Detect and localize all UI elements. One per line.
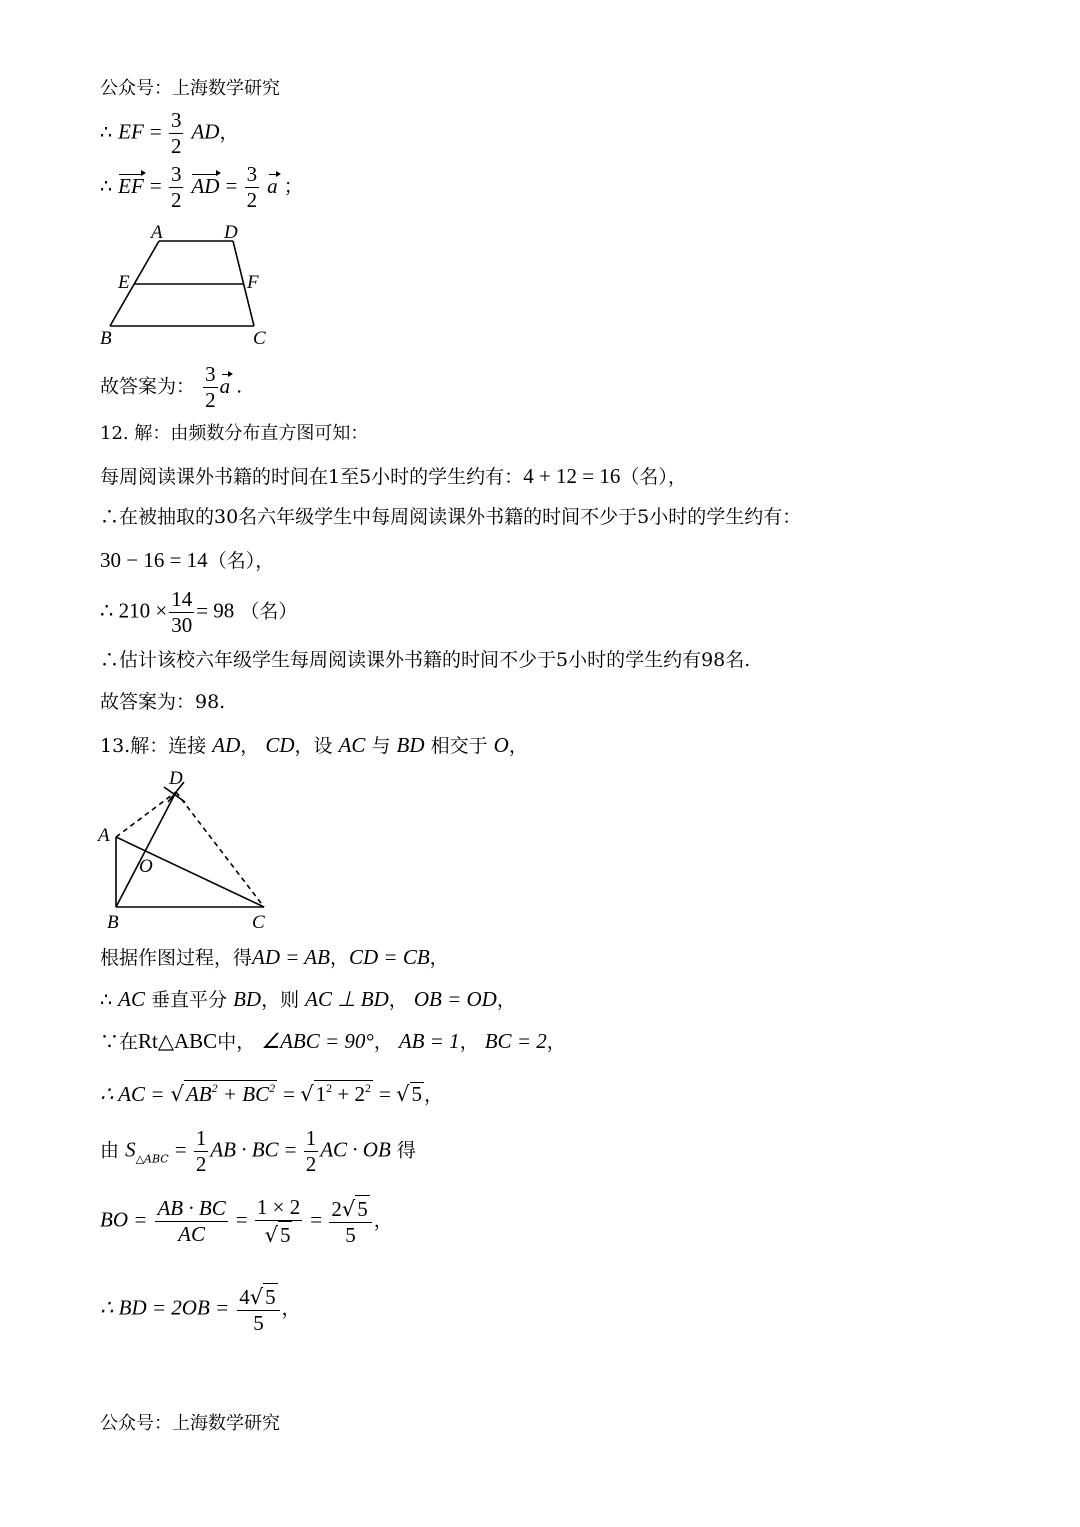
q12-answer: 故答案为：98. xyxy=(100,691,226,713)
label-a: A xyxy=(151,222,163,243)
ad-label: AD xyxy=(191,119,220,144)
q13-step2: ∴ AC 垂直平分 BD，则 AC ⊥ BD， OB = OD， xyxy=(100,987,516,1011)
label-c: C xyxy=(252,912,265,933)
vector-ef: EF xyxy=(118,173,144,198)
trapezoid-figure xyxy=(96,220,286,350)
header-watermark: 公众号：上海数学研究 xyxy=(100,78,280,99)
q13-step5: 由 $S_{\triangle ABC}$ = $\frac{1}{2}$ AB · BC = $\frac{1}{2}$ AC · OB 得 xyxy=(100,1126,416,1176)
label-b: B xyxy=(100,328,112,349)
fraction-three-halves: $\frac{3}{2}$ xyxy=(170,108,182,158)
ef-label: EF xyxy=(118,119,144,144)
label-c: C xyxy=(253,328,266,349)
q12-line4: ∴ 210 × $\frac{14}{30}$ = 98 （名） xyxy=(100,587,298,637)
footer-watermark: 公众号：上海数学研究 xyxy=(100,1413,280,1434)
q13-step4: ∴ AC = $√AB^2 + BC^2 = √1^2 + 2^2 = √5$ ， xyxy=(100,1081,444,1106)
q12-line3: 30 − 16 = 14（名）， xyxy=(100,548,275,572)
vector-ad: AD xyxy=(191,173,220,198)
label-o: O xyxy=(139,856,153,877)
label-a: A xyxy=(98,825,110,846)
q12-line5: ∴估计该校六年级学生每周阅读课外书籍的时间不少于5小时的学生约有98名. xyxy=(100,649,751,671)
q13-step3: ∵在Rt△ABC中， ∠ABC = 90°， AB = 1， BC = 2， xyxy=(100,1029,566,1053)
therefore-symbol: ∴ xyxy=(100,121,113,144)
vector-a: a xyxy=(267,173,278,198)
label-f: F xyxy=(247,272,259,293)
q11-ef-equation: ∴ EF = $\frac{3}{2}$ AD， xyxy=(100,108,239,158)
q12-line2: ∴在被抽取的30名六年级学生中每周阅读课外书籍的时间不少于5小时的学生约有： xyxy=(100,506,802,528)
q12-line1: 每周阅读课外书籍的时间在1至5小时的学生约有：4 + 12 = 16（名）， xyxy=(100,464,687,488)
triangle-construction-figure xyxy=(94,764,284,936)
q13-step1: 根据作图过程，得AD = AB，CD = CB， xyxy=(100,945,449,969)
label-d: D xyxy=(169,768,183,789)
q11-answer: 故答案为： $\frac{3}{2}$ a . xyxy=(100,362,243,412)
q13-step7: ∴ BD = 2OB = $\frac{4√5}{5}$ ， xyxy=(100,1285,301,1335)
label-b: B xyxy=(107,912,119,933)
label-e: E xyxy=(118,272,130,293)
segment-cd-dashed xyxy=(176,792,264,907)
label-d: D xyxy=(224,222,238,243)
q13-step6: BO = $\frac{AB \cdot BC}{AC}$ = $\frac{1 \times 2}{√5}$ = $\frac{2√5}{5}$ ， xyxy=(100,1195,393,1247)
segment-bd xyxy=(116,792,176,907)
q13-heading: 13.解：连接 AD， CD，设 AC 与 BD 相交于 O， xyxy=(100,733,528,757)
segment-ad-dashed xyxy=(116,792,176,837)
q11-vector-equation: ∴ EF = $\frac{3}{2}$ AD = $\frac{3}{2}$ a ； xyxy=(100,162,303,212)
q12-heading: 12. 解：由频数分布直方图可知： xyxy=(100,423,369,444)
